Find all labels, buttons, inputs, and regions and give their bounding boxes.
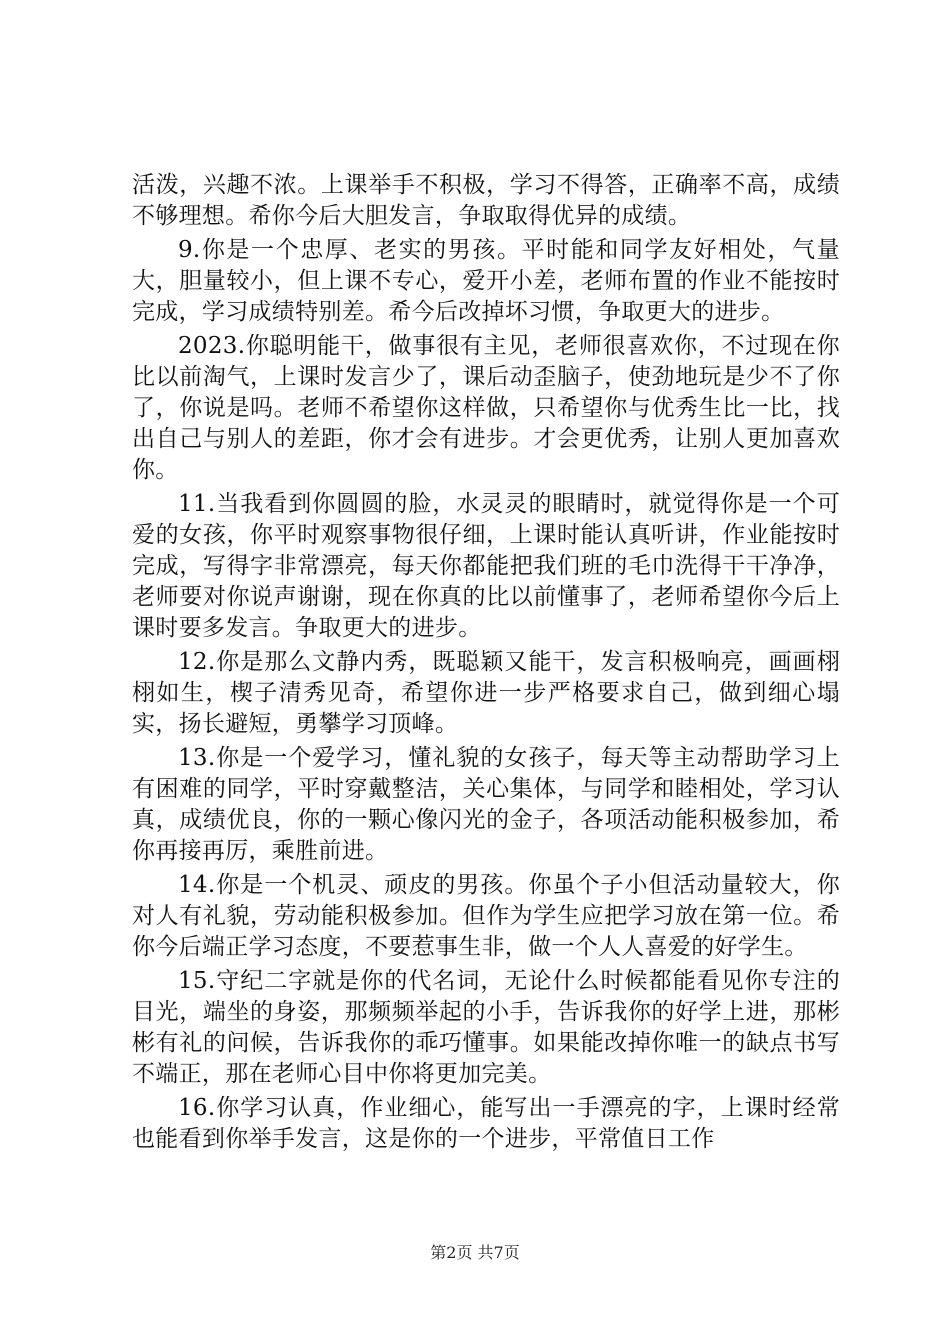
paragraph-comment-13: 13.你是一个爱学习，懂礼貌的女孩子，每天等主动帮助学习上有困难的同学，平时穿戴整洁，关心集体，与同学和睦相处，学习认真，成绩优良，你的一颗心像闪光的金子，各项活动能积极参加，希你再接再厉，乘胜前进。 bbox=[132, 745, 840, 864]
paragraph-comment-14: 14.你是一个机灵、顽皮的男孩。你虽个子小但活动量较大，你对人有礼貌，劳动能积极参加。但作为学生应把学习放在第一位。希你今后端正学习态度，不要惹事生非，做一个人人喜爱的好学生。 bbox=[132, 872, 840, 960]
document-body bbox=[132, 170, 840, 1158]
paragraph-continuation: 活泼，兴趣不浓。上课举手不积极，学习不得答，正确率不高，成绩不够理想。希你今后大胆发言，争取取得优异的成绩。 bbox=[132, 172, 840, 229]
paragraph-comment-12: 12.你是那么文静内秀，既聪颖又能干，发言积极响亮，画画栩栩如生，楔子清秀见奇，希望你进一步严格要求自己，做到细心塌实，扬长避短，勇攀学习顶峰。 bbox=[132, 649, 840, 737]
paragraph-comment-15: 15.守纪二字就是你的代名词，无论什么时候都能看见你专注的目光，端坐的身姿，那频频举起的小手，告诉我你的好学上进，那彬彬有礼的问候，告诉我你的乖巧懂事。如果能改掉你唯一的缺点书写不端正，那在老师心目中你将更加完美。 bbox=[132, 968, 840, 1087]
paragraph-comment-9: 9.你是一个忠厚、老实的男孩。平时能和同学友好相处，气量大，胆量较小，但上课不专心，爱开小差，老师布置的作业不能按时完成，学习成绩特别差。希今后改掉坏习惯，争取更大的进步。 bbox=[132, 237, 840, 325]
paragraph-comment-16: 16.你学习认真，作业细心，能写出一手漂亮的字，上课时经常也能看到你举手发言，这是你的一个进步，平常值日工作 bbox=[132, 1095, 840, 1152]
paragraph-comment-11: 11.当我看到你圆圆的脸，水灵灵的眼睛时，就觉得你是一个可爱的女孩，你平时观察事物很仔细，上课时能认真听讲，作业能按时完成，写得字非常漂亮，每天你都能把我们班的毛巾洗得干干净净，老师要对你说声谢谢，现在你真的比以前懂事了，老师希望你今后上课时要多发言。争取更大的进步。 bbox=[132, 491, 840, 641]
paragraph-comment-10: 2023.你聪明能干，做事很有主见，老师很喜欢你，不过现在你比以前淘气，上课时发言少了，课后动歪脑子，使劲地玩是少不了你了，你说是吗。老师不希望你这样做，只希望你与优秀生比一比，找出自己与别人的差距，你才会有进步。才会更优秀，让别人更加喜欢你。 bbox=[132, 333, 840, 483]
page-number-footer: 第2页 共7页 bbox=[430, 1243, 520, 1262]
